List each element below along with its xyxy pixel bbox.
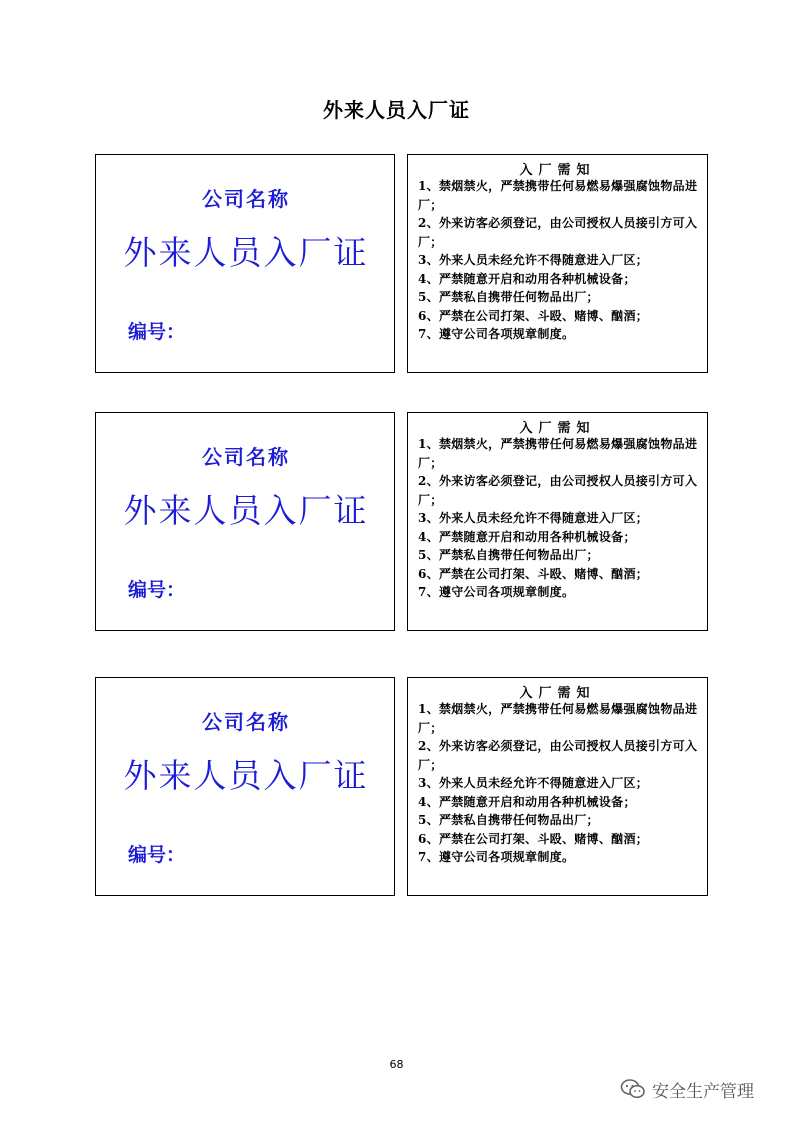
pass-card-row	[95, 677, 709, 896]
rule-item: 4、严禁随意开启和动用各种机械设备；	[418, 794, 636, 809]
rule-item: 5、严禁私自携带任何物品出厂；	[418, 813, 599, 827]
rule-item: 1、禁烟禁火，严禁携带任何易燃易爆强腐蚀物品进厂；	[418, 179, 698, 212]
rule-item: 5、严禁私自携带任何物品出厂；	[418, 548, 599, 562]
company-name: 公司名称	[202, 187, 290, 211]
rule-item: 7、遵守公司各项规章制度。	[418, 327, 575, 341]
rule-item: 4、严禁随意开启和动用各种机械设备；	[418, 529, 636, 544]
company-name: 公司名称	[202, 710, 290, 734]
pass-card-front	[95, 412, 395, 631]
rule-item: 2、外来访客必须登记，由公司授权人员接引方可入厂；	[418, 216, 698, 249]
company-name: 公司名称	[202, 445, 290, 469]
pass-card-front	[95, 154, 395, 373]
rule-item: 6、严禁在公司打架、斗殴、赌博、酗酒；	[418, 566, 649, 581]
watermark-text: 安全生产管理	[652, 1081, 754, 1102]
pass-card-back	[407, 412, 708, 631]
rules-list	[418, 177, 702, 344]
pass-card-back	[407, 677, 708, 896]
wechat-icon	[620, 1078, 646, 1100]
rule-item: 6、严禁在公司打架、斗殴、赌博、酗酒；	[418, 831, 649, 846]
notice-title: 入厂需知	[519, 163, 596, 178]
rules-list	[418, 700, 702, 867]
serial-label: 编号：	[128, 579, 186, 601]
pass-title: 外来人员入厂证	[123, 756, 369, 795]
serial-label: 编号：	[128, 844, 186, 866]
page-number: 68	[389, 1058, 404, 1071]
rules-list	[418, 435, 702, 602]
rule-item: 5、严禁私自携带任何物品出厂；	[418, 290, 599, 304]
pass-card-back	[407, 154, 708, 373]
pass-card-row	[95, 154, 709, 373]
rule-item: 7、遵守公司各项规章制度。	[418, 585, 575, 599]
serial-label: 编号：	[128, 321, 186, 343]
rule-item: 3、外来人员未经允许不得随意进入厂区；	[418, 511, 649, 525]
watermark	[620, 1076, 754, 1102]
rule-item: 7、遵守公司各项规章制度。	[418, 850, 575, 864]
page-title: 外来人员入厂证	[323, 98, 470, 122]
rule-item: 2、外来访客必须登记，由公司授权人员接引方可入厂；	[418, 739, 698, 772]
pass-title: 外来人员入厂证	[123, 233, 369, 272]
notice-title: 入厂需知	[519, 686, 596, 701]
rule-item: 1、禁烟禁火，严禁携带任何易燃易爆强腐蚀物品进厂；	[418, 702, 698, 735]
rule-item: 6、严禁在公司打架、斗殴、赌博、酗酒；	[418, 308, 649, 323]
rule-item: 4、严禁随意开启和动用各种机械设备；	[418, 271, 636, 286]
rule-item: 3、外来人员未经允许不得随意进入厂区；	[418, 253, 649, 267]
pass-title: 外来人员入厂证	[123, 491, 369, 530]
rule-item: 2、外来访客必须登记，由公司授权人员接引方可入厂；	[418, 474, 698, 507]
rule-item: 3、外来人员未经允许不得随意进入厂区；	[418, 776, 649, 790]
rule-item: 1、禁烟禁火，严禁携带任何易燃易爆强腐蚀物品进厂；	[418, 437, 698, 470]
pass-card-front	[95, 677, 395, 896]
notice-title: 入厂需知	[519, 421, 596, 436]
pass-card-row	[95, 412, 709, 631]
